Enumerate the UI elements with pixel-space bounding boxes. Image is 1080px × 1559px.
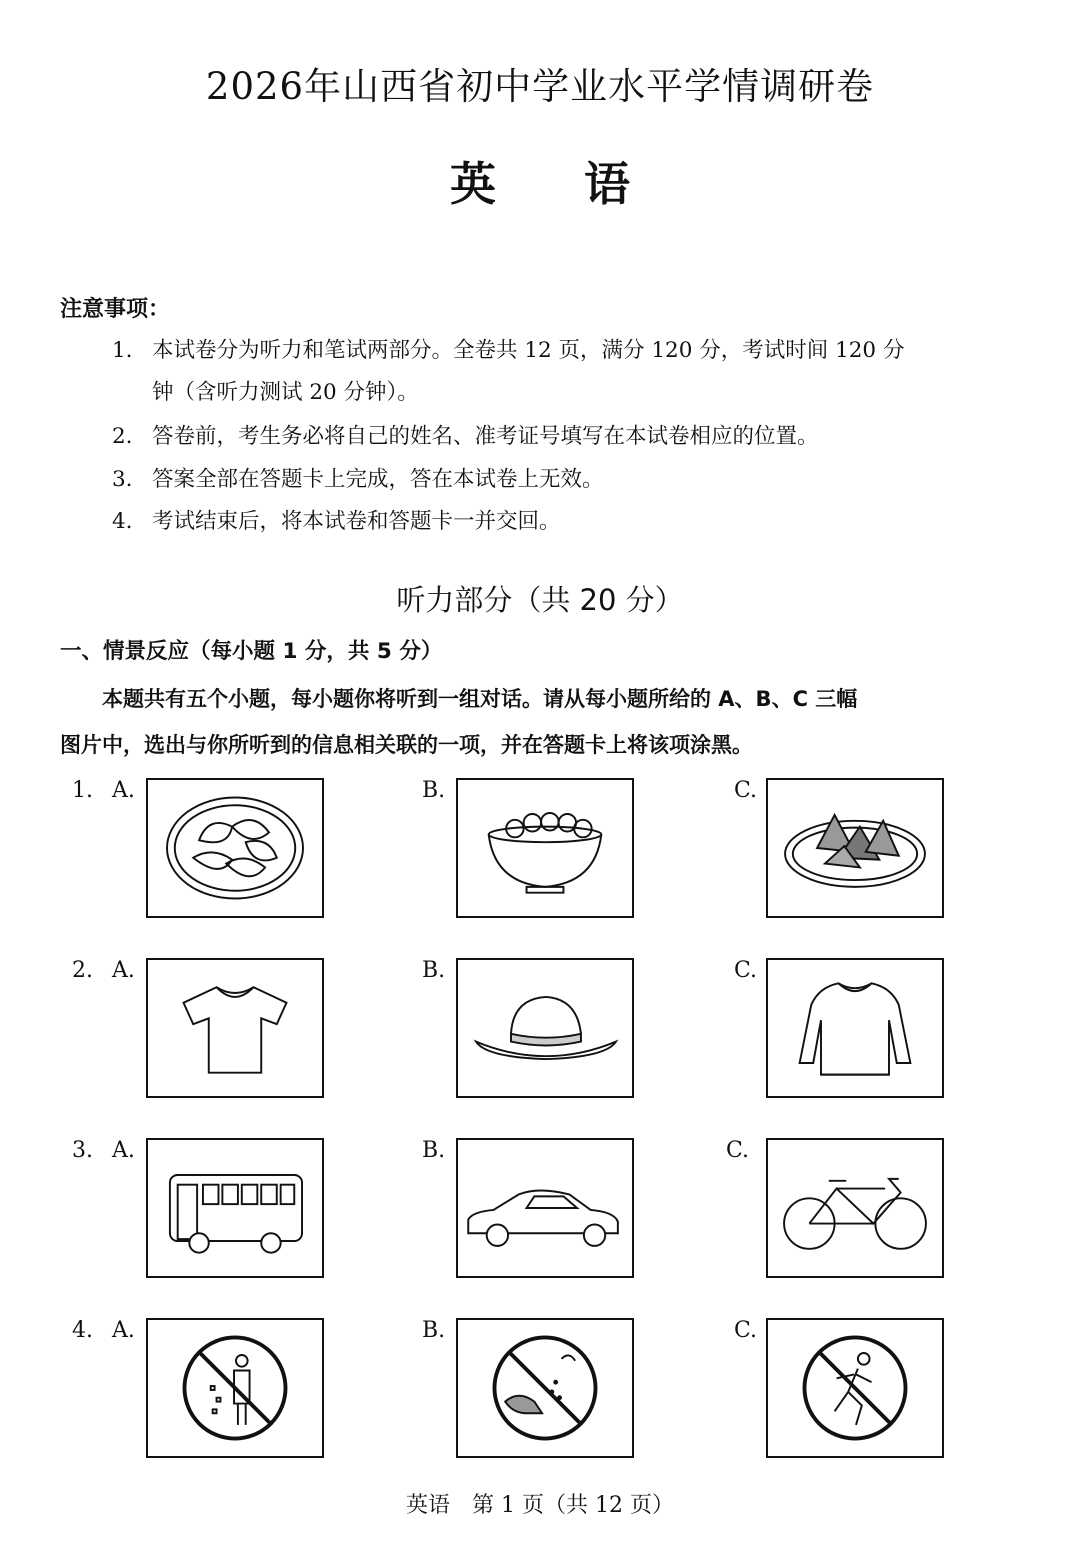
notice-item-text-cont: 钟（含听力测试 20 分钟）。 xyxy=(152,380,419,405)
subject-char-1: 英 xyxy=(450,157,496,211)
section1-instructions xyxy=(60,676,1060,768)
question-3-number: 3. xyxy=(72,1138,93,1163)
no-feeding-birds-sign-icon[interactable] xyxy=(456,1318,634,1458)
listening-section-heading: 听力部分（共 20 分） xyxy=(396,583,684,617)
q1-option-b-label: B. xyxy=(422,778,446,803)
no-running-sign-icon[interactable] xyxy=(766,1318,944,1458)
subject-title xyxy=(0,148,1080,214)
notice-heading: 注意事项： xyxy=(60,297,171,322)
question-1-number: 1. xyxy=(72,778,93,803)
q1-option-c-label: C. xyxy=(734,778,758,803)
q1-option-a-label: A. xyxy=(112,778,135,803)
q3-option-c-label: C. xyxy=(726,1138,750,1163)
car-icon[interactable] xyxy=(456,1138,634,1278)
no-littering-sign-icon[interactable] xyxy=(146,1318,324,1458)
rice-balls-bowl-icon[interactable] xyxy=(456,778,634,918)
q3-option-a-label: A. xyxy=(112,1138,135,1163)
page-footer: 英语 第 1 页（共 12 页） xyxy=(406,1493,674,1518)
notice-item-4 xyxy=(112,501,1062,543)
notice-item-number: 2. xyxy=(112,424,133,449)
bicycle-icon[interactable] xyxy=(766,1138,944,1278)
q4-option-b-label: B. xyxy=(422,1318,446,1343)
sweater-icon[interactable] xyxy=(766,958,944,1098)
notice-item-number: 4. xyxy=(112,509,133,534)
notice-item-2 xyxy=(112,416,1062,458)
section1-heading: 一、情景反应（每小题 1 分，共 5 分） xyxy=(60,639,443,664)
instructions-line-2: 图片中，选出与你所听到的信息相关联的一项，并在答题卡上将该项涂黑。 xyxy=(60,733,753,757)
q2-option-b-label: B. xyxy=(422,958,446,983)
notice-item-3 xyxy=(112,459,1062,501)
notice-item-text: 考试结束后，将本试卷和答题卡一并交回。 xyxy=(152,509,561,534)
q3-option-b-label: B. xyxy=(422,1138,446,1163)
notice-item-number: 3. xyxy=(112,467,133,492)
zongzi-plate-icon[interactable] xyxy=(766,778,944,918)
hat-icon[interactable] xyxy=(456,958,634,1098)
dumplings-plate-icon[interactable] xyxy=(146,778,324,918)
notice-item-text: 本试卷分为听力和笔试两部分。全卷共 12 页，满分 120 分，考试时间 120 分 xyxy=(152,338,905,363)
instructions-line-1: 本题共有五个小题，每小题你将听到一组对话。请从每小题所给的 A、B、C 三幅 xyxy=(102,687,858,711)
notice-item-text: 答卷前，考生务必将自己的姓名、准考证号填写在本试卷相应的位置。 xyxy=(152,424,819,449)
q4-option-a-label: A. xyxy=(112,1318,135,1343)
notice-item-text: 答案全部在答题卡上完成，答在本试卷上无效。 xyxy=(152,467,604,492)
notice-item-number: 1. xyxy=(112,338,133,363)
tshirt-icon[interactable] xyxy=(146,958,324,1098)
question-2-number: 2. xyxy=(72,958,93,983)
bus-icon[interactable] xyxy=(146,1138,324,1278)
question-4-number: 4. xyxy=(72,1318,93,1343)
q2-option-a-label: A. xyxy=(112,958,135,983)
q4-option-c-label: C. xyxy=(734,1318,758,1343)
q2-option-c-label: C. xyxy=(734,958,758,983)
notice-item-1 xyxy=(112,330,1062,414)
subject-char-2: 语 xyxy=(584,157,630,211)
exam-title: 2026年山西省初中学业水平学情调研卷 xyxy=(205,65,875,108)
